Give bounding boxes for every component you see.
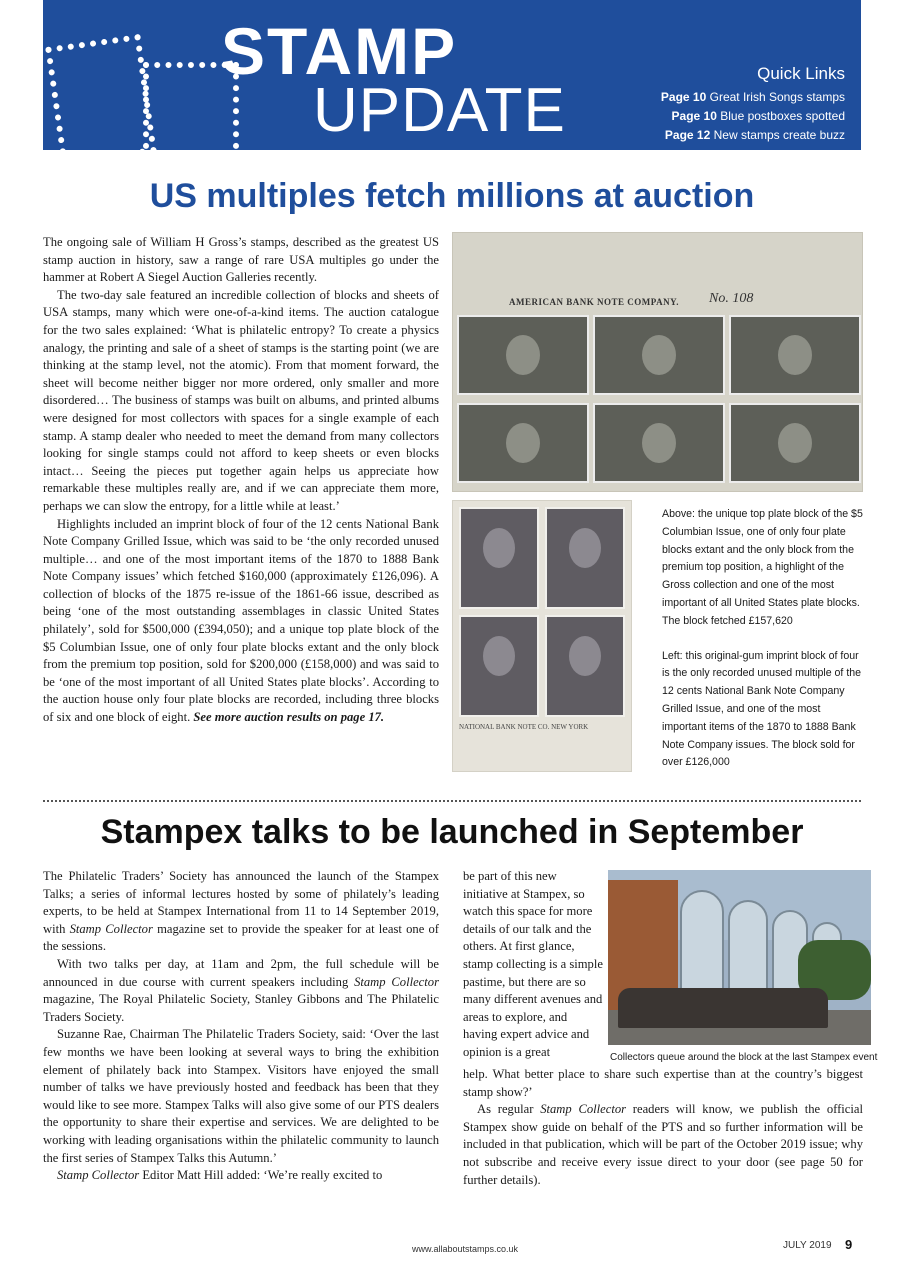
article-body [43, 234, 439, 727]
footer-date: JULY 2019 [783, 1240, 832, 1251]
sheet-imprint: AMERICAN BANK NOTE COMPANY. [509, 297, 680, 307]
stamp-image [457, 403, 589, 483]
quick-link-item[interactable] [661, 107, 845, 126]
paragraph-text: As regular [477, 1102, 541, 1117]
caption-left: Left: this original-gum imprint block of four is the only recorded unused multiple of the 12 cents National Bank Note Company Grilled Issue, and one of the most important items of the 1870 to 1888 Bank Note Company issues. The block sold for over £126,000 [662, 649, 862, 769]
banner-title-stamp: STAMP [221, 14, 458, 88]
paragraph: The ongoing sale of William H Gross’s stamps, described as the greatest US stamp auction in history, saw a range of rare USA multiples go under the hammer at Robert A Siegel Auction Galleries recently. [43, 235, 439, 285]
paragraph-text: readers will know, we publish the official Stampex show guide on behalf of the PTS and so further information will be included in that publication, which will be part of the October 2019 issue; why not subscribe and receive every issue direct to your door (see page 50 for further details). [463, 1102, 863, 1187]
stamp-image [459, 507, 539, 609]
header-banner [43, 0, 861, 150]
photo-arch [680, 890, 724, 990]
article-body [463, 1066, 863, 1189]
article-headline: Stampex talks to be launched in September [100, 813, 804, 851]
stamp-image [729, 403, 861, 483]
see-more-link[interactable]: See more auction results on page 17. [193, 710, 385, 725]
photo-crowd [618, 988, 828, 1028]
publication-name: Stamp Collector [69, 921, 153, 936]
stamp-outline-icon [45, 34, 157, 150]
quick-link-item[interactable] [661, 88, 845, 107]
paragraph: be part of this new initiative at Stampex, so watch this space for more details of our talk and the others. At first glance, stamp collecting is a simple pastime, but there are so many different avenues and areas to explore, and having expert advice and opinion is a great [463, 869, 603, 1059]
stamp-image [545, 507, 625, 609]
section-divider [43, 800, 861, 802]
image-captions [662, 506, 867, 772]
paragraph-text: Editor Matt Hill added: ‘We’re really excited to [139, 1168, 383, 1183]
paragraph [43, 516, 439, 727]
stamp-image [593, 315, 725, 395]
stamp-image [459, 615, 539, 717]
publication-name: Stamp Collector [57, 1168, 140, 1183]
article-body-narrow [463, 868, 603, 1062]
paragraph-text: magazine set to provide the speaker for at least one of the sessions. [43, 921, 439, 954]
quick-links [661, 62, 845, 145]
paragraph: help. What better place to share such expertise than at the country’s biggest stamp show?’ [463, 1067, 863, 1099]
caption-above: Above: the unique top plate block of the $5 Columbian Issue, one of only four plate blocks extant and the only block from the premium top position, a highlight of the Gross collection and one of the most important of all United States plate blocks. The block fetched £157,620 [662, 508, 863, 627]
stamp-image [593, 403, 725, 483]
paragraph: The two-day sale featured an incredible collection of blocks and sheets of USA stamps, many which were one-of-a-kind items. The auction catalogue for the two sales explained: ‘What is philatelic entropy? To create a physics analogy, the printing and sale of a sheet of stamps is the starting point (we are thinking at the stamp level, not the atomic). From that moment forward, the sheet will become neither bigger nor more ordered, only smaller and more disordered… The business of stamps was built on albums, and printed albums were designed for most collectors with spaces for a single example of each stamp. A stamp dealer who needed to meet the demand from many collectors looking for single stamps could not afford to keep sheets or even blocks intact… Seeing the pieces put together again helps us appreciate how remarkable these multiples really are, and if we can appreciate them more, perhaps we can slow the entropy, for a little while at least.’ [43, 287, 439, 513]
quick-link-item[interactable] [661, 126, 845, 145]
quick-link-text: Great Irish Songs stamps [709, 90, 845, 104]
quick-links-title: Quick Links [757, 64, 845, 83]
quick-link-page: Page 10 [671, 109, 717, 123]
article-headline: US multiples fetch millions at auction [149, 177, 755, 215]
block-imprint: NATIONAL BANK NOTE CO. NEW YORK [459, 723, 589, 731]
publication-name: Stamp Collector [354, 974, 439, 989]
photo-caption: Collectors queue around the block at the last Stampex event [610, 1052, 878, 1063]
quick-link-page: Page 10 [660, 90, 707, 104]
sheet-plate-number: No. 108 [709, 291, 754, 306]
stamp-sheet-image [452, 232, 863, 492]
publication-name: Stamp Collector [540, 1102, 627, 1117]
stamp-image [457, 315, 589, 395]
paragraph [43, 956, 439, 1026]
paragraph: Suzanne Rae, Chairman The Philatelic Traders Society, said: ‘Over the last few months we have been looking at several ways to bring the exhibition element of philately back into Stampex. Visitors have enjoyed the small number of talks we have previously hosted and feedback has been that they would like to see more. Stampex Talks will also give some of our PTS dealers the opportunity to share their expertise and services. We are delighted to be working with leading organisations within the philatelic community to launch the first series of Stampex Talks this Autumn.’ [43, 1027, 439, 1165]
article-body [43, 868, 439, 1185]
paragraph [43, 868, 439, 956]
stamp-image [729, 315, 861, 395]
paragraph [43, 1167, 439, 1185]
paragraph-text: With two talks per day, at 11am and 2pm, the full schedule will be announced in due course with current speakers including [43, 956, 439, 989]
stamp-block-image [452, 500, 632, 772]
quick-link-text: New stamps create buzz [713, 128, 845, 142]
stampex-photo [608, 870, 871, 1045]
footer-url[interactable]: www.allaboutstamps.co.uk [412, 1244, 519, 1254]
paragraph-text: magazine, The Royal Philatelic Society, Stanley Gibbons and The Philatelic Traders Society. [43, 992, 439, 1024]
quick-link-text: Blue postboxes spotted [720, 109, 845, 123]
stamp-image [545, 615, 625, 717]
paragraph-text: The Philatelic Traders’ Society has announced the launch of the Stampex Talks; a series of informal lectures hosted by some of philately’s leading experts, to be held at Stampex International from 11 to 14 September 2019, with [43, 869, 439, 936]
quick-link-page: Page 12 [664, 128, 711, 142]
banner-title-update: UPDATE [313, 76, 566, 145]
paragraph-text: Highlights included an imprint block of four of the 12 cents National Bank Note Company Grilled Issue, which was said to be ‘the only recorded unused multiple… and one of the most important items of the 1870 to 1888 Bank Note Company issues’ which fetched $160,000 (approximately £126,096). A collection of blocks of the 1875 re-issue of the 1861-66 issue, described as being ‘one of the most outstanding assemblages in classic United States philately’, sold for $500,000 (£394,050); and a unique top plate block of the $5 Columbian Issue, one of only four plate blocks extant and the only block from the premium top position, sold for $200,000 (£158,000) and was said to be ‘one of the most important of all United States plate blocks’. According to the auction house only four plate blocks are recorded, including three blocks of six and one block of eight. [43, 516, 439, 725]
paragraph [463, 1101, 863, 1189]
page-number: 9 [845, 1237, 853, 1252]
photo-arch [728, 900, 768, 990]
